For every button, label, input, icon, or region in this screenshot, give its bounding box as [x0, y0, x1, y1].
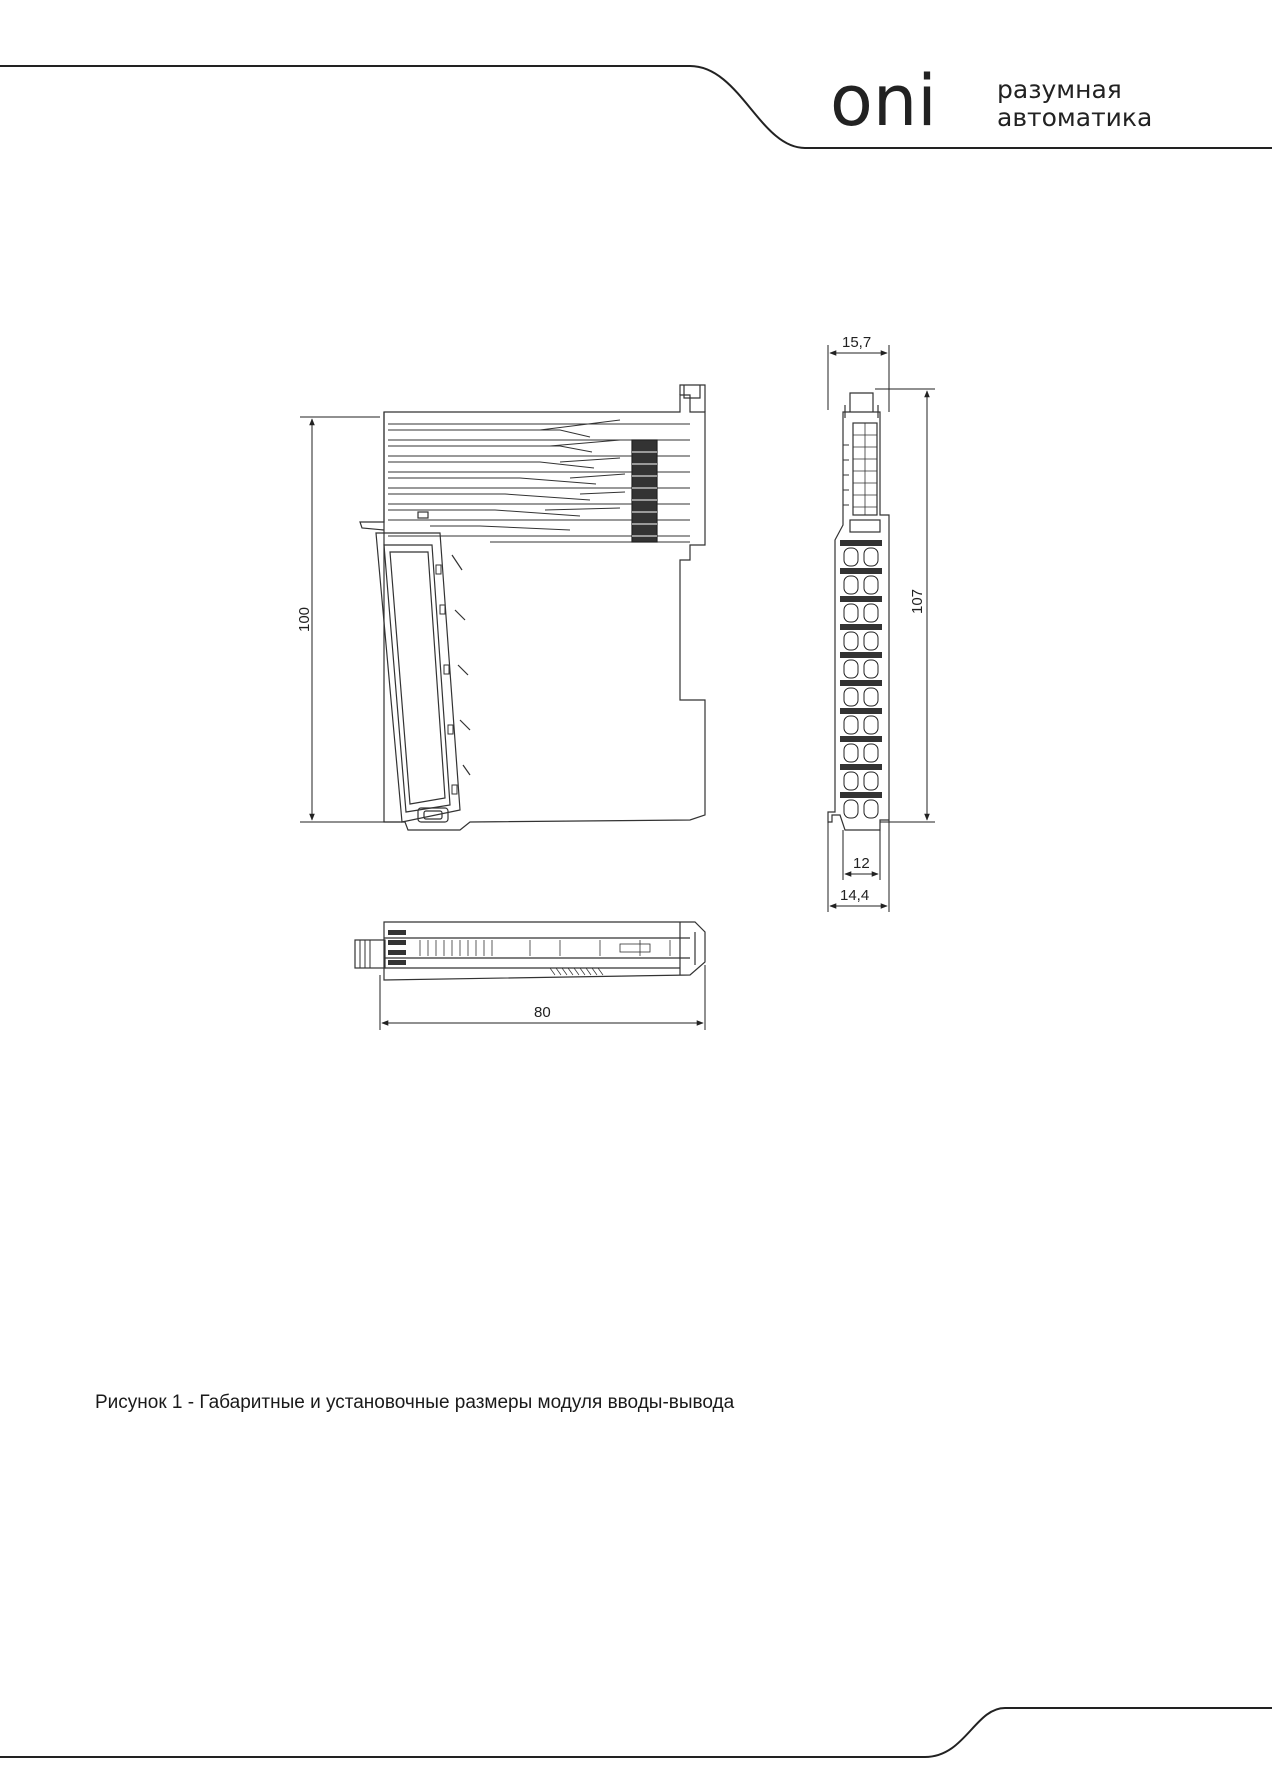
logo-tagline-2: автоматика	[997, 103, 1153, 132]
dim-label-15-7: 15,7	[842, 334, 872, 351]
logo-tagline-1: разумная	[997, 75, 1122, 104]
logo	[830, 60, 1152, 142]
footer-line	[0, 1708, 1272, 1757]
dim-label-100: 100	[296, 606, 313, 632]
figure-caption: Рисунок 1 - Габаритные и установочные размеры модуля вводы-вывода	[95, 1392, 735, 1413]
dimension-front-height	[300, 417, 400, 822]
side-view-terminals	[840, 540, 882, 818]
logo-word: oni	[830, 60, 937, 142]
front-view-drawing	[360, 385, 705, 830]
dim-label-14-4: 14,4	[840, 887, 870, 904]
bottom-view-drawing	[355, 922, 705, 980]
dim-label-12: 12	[853, 855, 870, 872]
dim-label-80: 80	[534, 1004, 551, 1021]
dim-label-107: 107	[909, 588, 926, 614]
